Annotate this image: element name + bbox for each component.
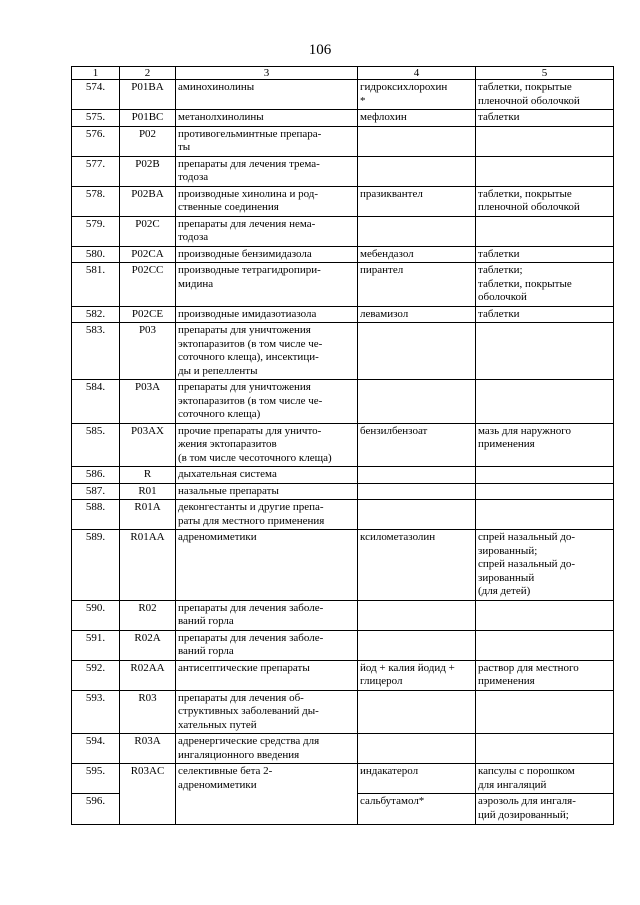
group-name: деконгестанты и другие препа- раты для местного применения [176, 500, 358, 530]
group-name: антисептические препараты [176, 660, 358, 690]
drug-name: мефлохин [358, 110, 476, 127]
group-name: селективные бета 2- адреномиметики [176, 764, 358, 825]
atc-code: P02BA [120, 186, 176, 216]
group-name: метанолхинолины [176, 110, 358, 127]
group-name: адренергические средства для ингаляционного введения [176, 734, 358, 764]
drug-classification-table [71, 66, 614, 825]
row-number: 594. [72, 734, 120, 764]
row-number: 587. [72, 483, 120, 500]
group-name: дыхательная система [176, 467, 358, 484]
atc-code: P02CA [120, 246, 176, 263]
dosage-form: таблетки [476, 246, 614, 263]
group-name: аминохинолины [176, 80, 358, 110]
dosage-form [476, 216, 614, 246]
row-number: 595. [72, 764, 120, 794]
table-row [72, 630, 614, 660]
table-row [72, 186, 614, 216]
drug-name: ксилометазолин [358, 530, 476, 601]
group-name: препараты для лечения об- структивных заболеваний ды- хательных путей [176, 690, 358, 734]
table-row [72, 600, 614, 630]
table-row [72, 734, 614, 764]
group-name: препараты для лечения нема- тодоза [176, 216, 358, 246]
drug-name [358, 467, 476, 484]
row-number: 577. [72, 156, 120, 186]
dosage-form [476, 483, 614, 500]
row-number: 574. [72, 80, 120, 110]
atc-code: P02C [120, 216, 176, 246]
row-number: 591. [72, 630, 120, 660]
table-row [72, 246, 614, 263]
col-header-number: 1 [72, 67, 120, 80]
group-name: адреномиметики [176, 530, 358, 601]
row-number: 578. [72, 186, 120, 216]
dosage-form [476, 467, 614, 484]
col-header-group: 3 [176, 67, 358, 80]
group-name: производные хинолина и род- ственные соединения [176, 186, 358, 216]
group-name: препараты для уничтожения эктопаразитов (в том числе че- соточного клеща), инсектици- ды и репелленты [176, 323, 358, 380]
atc-code: R03 [120, 690, 176, 734]
atc-code: R [120, 467, 176, 484]
table-row [72, 467, 614, 484]
dosage-form [476, 500, 614, 530]
drug-name [358, 483, 476, 500]
atc-code: P03A [120, 380, 176, 424]
table-row [72, 530, 614, 601]
col-header-code: 2 [120, 67, 176, 80]
drug-name: индакатерол [358, 764, 476, 794]
row-number: 580. [72, 246, 120, 263]
table-row [72, 380, 614, 424]
atc-code: P01BC [120, 110, 176, 127]
dosage-form: таблетки [476, 110, 614, 127]
dosage-form [476, 734, 614, 764]
dosage-form: таблетки, покрытые пленочной оболочкой [476, 80, 614, 110]
table-row [72, 690, 614, 734]
row-number: 593. [72, 690, 120, 734]
drug-name [358, 734, 476, 764]
atc-code: R01AA [120, 530, 176, 601]
group-name: противогельминтные препара- ты [176, 126, 358, 156]
dosage-form [476, 600, 614, 630]
group-name: препараты для лечения заболе- ваний горла [176, 600, 358, 630]
atc-code: R01 [120, 483, 176, 500]
table-row [72, 423, 614, 467]
dosage-form: таблетки, покрытые пленочной оболочкой [476, 186, 614, 216]
dosage-form [476, 630, 614, 660]
dosage-form [476, 323, 614, 380]
row-number: 579. [72, 216, 120, 246]
drug-name: мебендазол [358, 246, 476, 263]
table-row [72, 126, 614, 156]
drug-name: пирантел [358, 263, 476, 307]
r03ac-block [72, 764, 614, 825]
drug-name: празиквантел [358, 186, 476, 216]
table-row [72, 764, 614, 794]
atc-code: P02 [120, 126, 176, 156]
dosage-form [476, 156, 614, 186]
table-row [72, 216, 614, 246]
row-number: 589. [72, 530, 120, 601]
group-name: препараты для уничтожения эктопаразитов (в том числе че- соточного клеща) [176, 380, 358, 424]
drug-name [358, 500, 476, 530]
table-row [72, 660, 614, 690]
drug-name: гидроксихлорохин * [358, 80, 476, 110]
row-number: 592. [72, 660, 120, 690]
atc-code: P02CC [120, 263, 176, 307]
table-row [72, 80, 614, 110]
drug-name [358, 126, 476, 156]
drug-name: левамизол [358, 306, 476, 323]
group-name: прочие препараты для уничто- жения эктопаразитов (в том числе чесоточного клеща) [176, 423, 358, 467]
dosage-form: спрей назальный до- зированный; спрей назальный до- зированный (для детей) [476, 530, 614, 601]
drug-name [358, 380, 476, 424]
table-row [72, 306, 614, 323]
row-number: 576. [72, 126, 120, 156]
atc-code: R03AC [120, 764, 176, 825]
row-number: 583. [72, 323, 120, 380]
table-row [72, 110, 614, 127]
group-name: производные имидазотиазола [176, 306, 358, 323]
table-row [72, 263, 614, 307]
group-name: производные бензимидазола [176, 246, 358, 263]
row-number: 575. [72, 110, 120, 127]
atc-code: P03 [120, 323, 176, 380]
drug-name [358, 156, 476, 186]
group-name: назальные препараты [176, 483, 358, 500]
group-name: производные тетрагидропири- мидина [176, 263, 358, 307]
dosage-form: мазь для наружного применения [476, 423, 614, 467]
atc-code: P02CE [120, 306, 176, 323]
table-row [72, 323, 614, 380]
dosage-form: аэрозоль для ингаля- ций дозированный; [476, 794, 614, 825]
atc-code: R02 [120, 600, 176, 630]
atc-code: R02AA [120, 660, 176, 690]
dosage-form: раствор для местного применения [476, 660, 614, 690]
row-number: 590. [72, 600, 120, 630]
table-row [72, 483, 614, 500]
row-number: 581. [72, 263, 120, 307]
atc-code: R02A [120, 630, 176, 660]
drug-name [358, 600, 476, 630]
dosage-form: капсулы с порошком для ингаляций [476, 764, 614, 794]
atc-code: R03A [120, 734, 176, 764]
group-name: препараты для лечения трема- тодоза [176, 156, 358, 186]
row-number: 584. [72, 380, 120, 424]
group-name: препараты для лечения заболе- ваний горла [176, 630, 358, 660]
dosage-form [476, 690, 614, 734]
drug-name: йод + калия йодид + глицерол [358, 660, 476, 690]
row-number: 596. [72, 794, 120, 825]
dosage-form: таблетки [476, 306, 614, 323]
row-number: 586. [72, 467, 120, 484]
col-header-form: 5 [476, 67, 614, 80]
atc-code: R01A [120, 500, 176, 530]
row-number: 588. [72, 500, 120, 530]
drug-name [358, 690, 476, 734]
atc-code: P02B [120, 156, 176, 186]
table-row [72, 156, 614, 186]
header-row [72, 67, 614, 80]
row-number: 585. [72, 423, 120, 467]
page-number: 106 [308, 42, 332, 58]
col-header-drug: 4 [358, 67, 476, 80]
dosage-form [476, 126, 614, 156]
drug-name: бензилбензоат [358, 423, 476, 467]
drug-name: сальбутамол* [358, 794, 476, 825]
drug-name [358, 630, 476, 660]
drug-name [358, 323, 476, 380]
row-number: 582. [72, 306, 120, 323]
dosage-form: таблетки; таблетки, покрытые оболочкой [476, 263, 614, 307]
dosage-form [476, 380, 614, 424]
table-row [72, 500, 614, 530]
atc-code: P03AX [120, 423, 176, 467]
atc-code: P01BA [120, 80, 176, 110]
drug-name [358, 216, 476, 246]
